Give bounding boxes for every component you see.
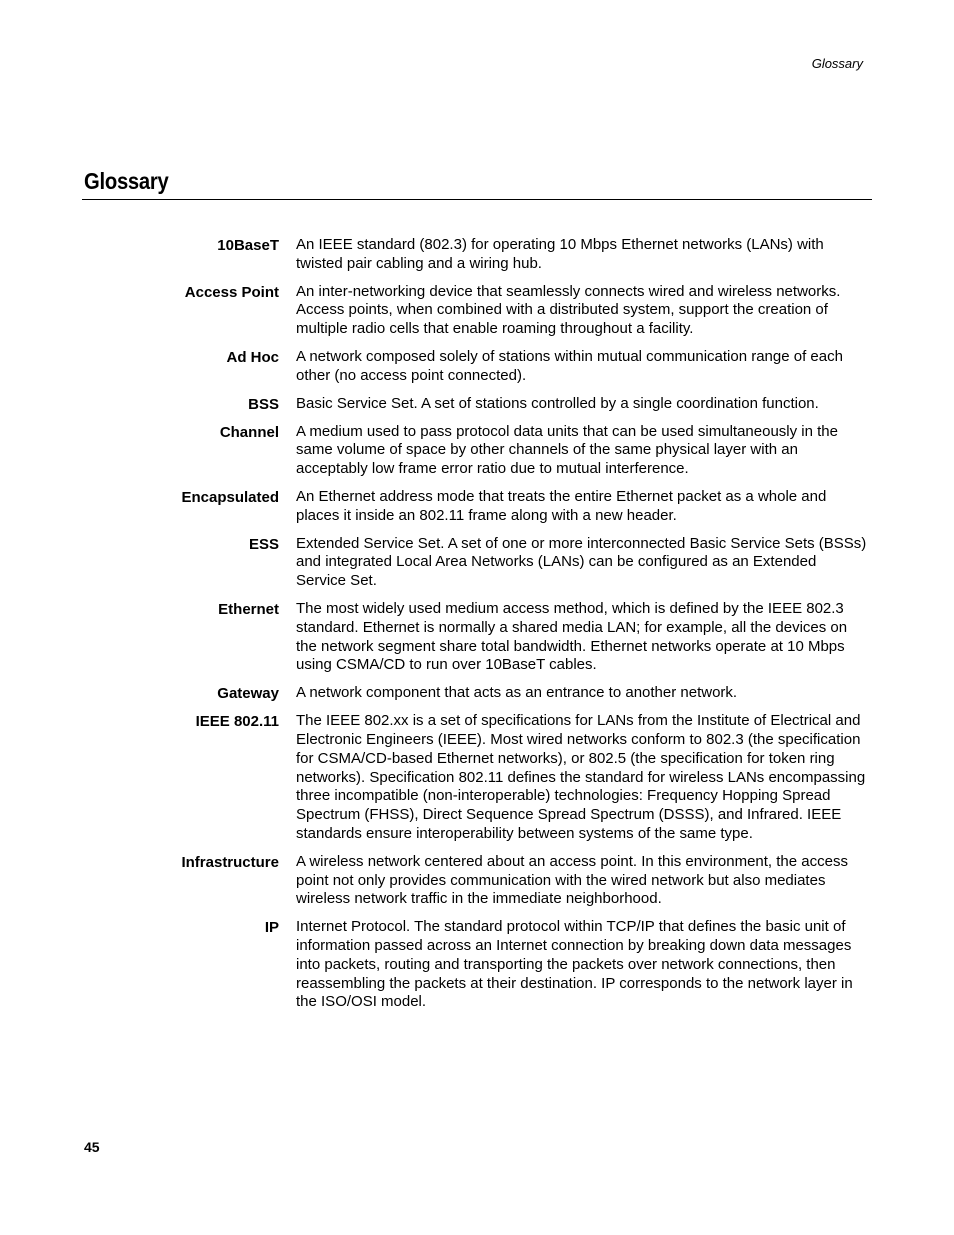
- glossary-entry: [84, 423, 872, 479]
- glossary-term: Encapsulated: [181, 488, 279, 506]
- glossary-definition: A network composed solely of stations within mutual communication range of each other (no access point connected).: [296, 347, 843, 384]
- glossary-term: 10BaseT: [217, 237, 279, 254]
- glossary-definition: Basic Service Set. A set of stations controlled by a single coordination function.: [296, 394, 819, 412]
- glossary-term: Infrastructure: [181, 853, 279, 871]
- page-title: Glossary: [84, 168, 169, 194]
- glossary-entry: [84, 684, 872, 703]
- glossary-definition: A medium used to pass protocol data units that can be used simultaneously in the same volume of space by other channels of the same physical layer with an acceptably low frame error ratio due to mutual interference.: [296, 422, 838, 478]
- glossary-entry: [84, 600, 872, 675]
- glossary-entry: [84, 918, 872, 1012]
- glossary-entry: [84, 236, 872, 274]
- glossary-term: IP: [264, 919, 279, 937]
- glossary-definition: The most widely used medium access method, which is defined by the IEEE 802.3 standard. Ethernet is normally a shared media LAN; for example, all the devices on the network segment share total bandwidth. Ethernet networks operate at 10 Mbps using CSMA/CD to run over 10BaseT cables.: [296, 599, 848, 674]
- glossary-entry: [84, 853, 872, 909]
- glossary-list: [84, 236, 872, 1021]
- glossary-term: Ad Hoc: [226, 348, 279, 366]
- glossary-entry: [84, 395, 872, 414]
- glossary-term: Gateway: [217, 685, 279, 703]
- page-number: 45: [84, 1139, 100, 1155]
- glossary-definition: An IEEE standard (802.3) for operating 10 Mbps Ethernet networks (LANs) with twisted pair cabling and a wiring hub.: [296, 236, 824, 272]
- glossary-definition: An inter-networking device that seamlessly connects wired and wireless networks. Access points, when combined with a distributed system, support the creation of multiple radio cells that enable roaming throughout a facility.: [296, 282, 841, 338]
- running-header: Glossary: [811, 56, 863, 71]
- glossary-definition: A network component that acts as an entrance to another network.: [296, 684, 738, 702]
- glossary-term: ESS: [248, 535, 279, 553]
- glossary-term: Access Point: [184, 283, 279, 301]
- glossary-definition: The IEEE 802.xx is a set of specifications for LANs from the Institute of Electrical and Electronic Engineers (IEEE). Most wired networks conform to 802.3 (the specification for CSMA/CD-based Ethernet networks), or 802.5 (the specification for token ring networks). Specification 802.11 defines the standard for wireless LANs encompassing three incompatible (non-interoperable) technologies: Frequency Hopping Spread Spectrum (FHSS), Direct Sequence Spread Spectrum (DSSS), and Infrared. IEEE standards ensure interoperability between systems of the same type.: [296, 712, 866, 842]
- glossary-term: Ethernet: [218, 600, 279, 618]
- glossary-entry: [84, 348, 872, 386]
- glossary-entry: [84, 283, 872, 339]
- glossary-term: IEEE 802.11: [195, 713, 279, 731]
- glossary-term: Channel: [219, 423, 279, 441]
- glossary-term: BSS: [248, 395, 279, 413]
- title-divider: [82, 199, 872, 200]
- glossary-entry: [84, 488, 872, 526]
- glossary-definition: A wireless network centered about an access point. In this environment, the access point not only provides communication with the wired network but also mediates wireless network traffic in the immediate neighborhood.: [296, 852, 848, 908]
- glossary-definition: Internet Protocol. The standard protocol within TCP/IP that defines the basic unit of information passed across an Internet connection by breaking down data messages into packets, routing and transporting the packets over network connections, then reassembling the packets at their destination. IP corresponds to the network layer in the ISO/OSI model.: [296, 918, 853, 1011]
- glossary-definition: Extended Service Set. A set of one or more interconnected Basic Service Sets (BSSs) and integrated Local Area Networks (LANs) can be configured as an Extended Service Set.: [296, 534, 867, 590]
- glossary-entry: [84, 535, 872, 591]
- glossary-definition: An Ethernet address mode that treats the entire Ethernet packet as a whole and places it inside an 802.11 frame along with a new header.: [296, 487, 827, 524]
- glossary-entry: [84, 712, 872, 844]
